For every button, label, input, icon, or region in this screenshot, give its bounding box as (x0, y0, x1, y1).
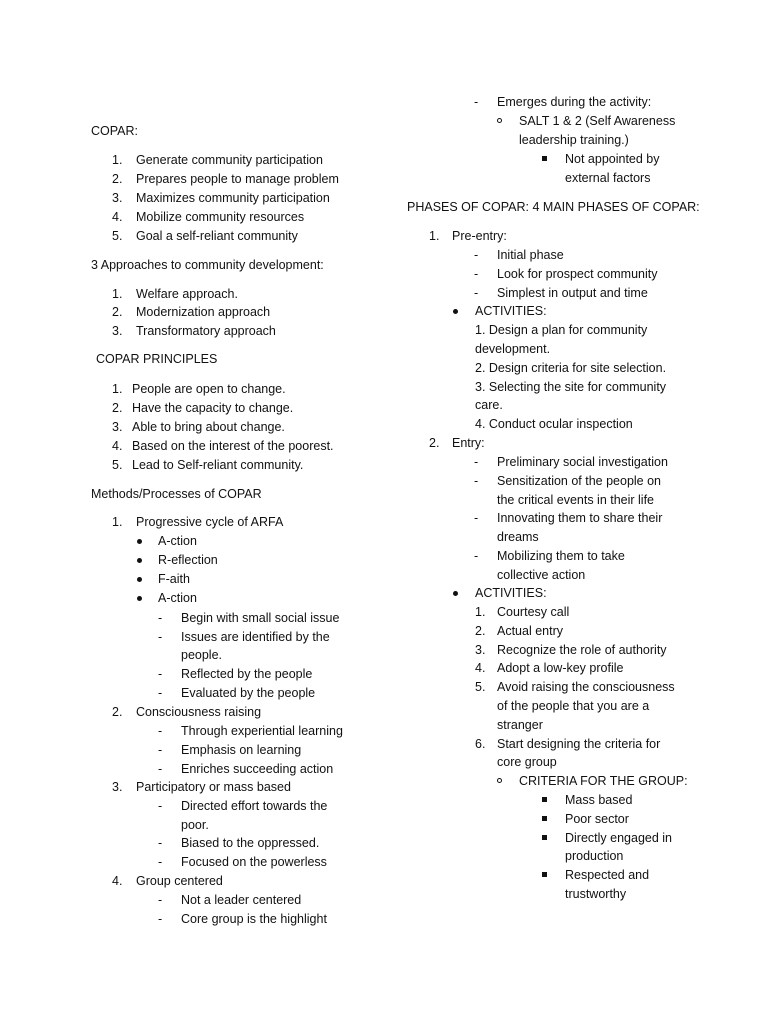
square-bullet-icon (542, 872, 547, 877)
list-item: Lead to Self-reliant community. (132, 458, 304, 472)
list-item: external factors (565, 171, 651, 185)
list-item: Directly engaged in (565, 831, 673, 845)
list-item: Have the capacity to change. (132, 401, 294, 415)
list-item: Participatory or mass based (136, 780, 291, 794)
copar-heading: COPAR: (91, 124, 138, 138)
bullet-icon (137, 558, 142, 563)
list-item: core group (497, 755, 557, 769)
principles-heading: COPAR PRINCIPLES (96, 352, 218, 366)
list-item: Courtesy call (497, 605, 570, 619)
list-item: Entry: (452, 436, 485, 450)
list-item: Not a leader centered (181, 893, 302, 907)
square-bullet-icon (542, 816, 547, 821)
list-item: Reflected by the people (181, 667, 313, 681)
list-item: leadership training.) (519, 133, 629, 147)
bullet-icon (137, 596, 142, 601)
list-item: Consciousness raising (136, 705, 262, 719)
square-bullet-icon (542, 835, 547, 840)
list-item: the critical events in their life (497, 493, 655, 507)
list-item: Prepares people to manage problem (136, 172, 339, 186)
circle-bullet-icon (497, 778, 502, 783)
list-item: of the people that you are a (497, 699, 650, 713)
list-item: Actual entry (497, 624, 564, 638)
list-item: Sensitization of the people on (497, 474, 662, 488)
phases-heading: PHASES OF COPAR: 4 MAIN PHASES OF COPAR: (407, 200, 700, 214)
list-item: Respected and (565, 868, 650, 882)
bullet-icon (137, 539, 142, 544)
bullet-icon (453, 591, 458, 596)
list-item: Able to bring about change. (132, 420, 285, 434)
list-item: Look for prospect community (497, 267, 658, 281)
square-bullet-icon (542, 156, 547, 161)
list-item: SALT 1 & 2 (Self Awareness (519, 114, 676, 128)
list-item: Core group is the highlight (181, 912, 327, 926)
list-item: Progressive cycle of ARFA (136, 515, 284, 529)
list-item: Maximizes community participation (136, 191, 330, 205)
list-item: R-eflection (158, 553, 218, 567)
list-item: 3. Selecting the site for community (475, 380, 667, 394)
list-item: Simplest in output and time (497, 286, 648, 300)
list-item: Goal a self-reliant community (136, 229, 298, 243)
list-item: dreams (497, 530, 539, 544)
list-item: Based on the interest of the poorest. (132, 439, 334, 453)
list-item: Start designing the criteria for (497, 737, 661, 751)
bullet-icon (137, 577, 142, 582)
list-item: Avoid raising the consciousness (497, 680, 675, 694)
list-item: Pre-entry: (452, 229, 507, 243)
list-item: stranger (497, 718, 543, 732)
list-item: Modernization approach (136, 305, 271, 319)
list-item: Initial phase (497, 248, 564, 262)
list-item: Poor sector (565, 812, 629, 826)
activities-label: ACTIVITIES: (475, 586, 547, 600)
list-item: A-ction (158, 591, 197, 605)
list-item: Generate community participation (136, 153, 323, 167)
methods-heading: Methods/Processes of COPAR (91, 487, 262, 501)
list-item: Issues are identified by the (181, 630, 330, 644)
list-item: F-aith (158, 572, 190, 586)
activities-label: ACTIVITIES: (475, 304, 547, 318)
list-item: 1. Design a plan for community (475, 323, 648, 337)
list-item: Adopt a low-key profile (497, 661, 624, 675)
list-item: People are open to change. (132, 382, 286, 396)
list-item: Biased to the oppressed. (181, 836, 320, 850)
list-item: Not appointed by (565, 152, 660, 166)
list-item: collective action (497, 568, 586, 582)
list-item: trustworthy (565, 887, 627, 901)
list-item: poor. (181, 818, 209, 832)
list-item: Mobilize community resources (136, 210, 305, 224)
list-item: 4. Conduct ocular inspection (475, 417, 633, 431)
list-item: Innovating them to share their (497, 511, 663, 525)
list-item: Preliminary social investigation (497, 455, 668, 469)
approaches-heading: 3 Approaches to community development: (91, 258, 324, 272)
list-item: people. (181, 648, 223, 662)
square-bullet-icon (542, 797, 547, 802)
circle-bullet-icon (497, 118, 502, 123)
list-item: Recognize the role of authority (497, 643, 667, 657)
list-item: Transformatory approach (136, 324, 276, 338)
list-item: A-ction (158, 534, 197, 548)
list-item: Group centered (136, 874, 223, 888)
list-item: development. (475, 342, 551, 356)
list-item: care. (475, 398, 503, 412)
list-item: Mobilizing them to take (497, 549, 625, 563)
criteria-heading: CRITERIA FOR THE GROUP: (519, 774, 688, 788)
list-item: Emerges during the activity: (497, 95, 652, 109)
list-item: Begin with small social issue (181, 611, 340, 625)
list-item: production (565, 849, 624, 863)
list-item: Evaluated by the people (181, 686, 316, 700)
list-item: Emphasis on learning (181, 743, 302, 757)
list-item: Welfare approach. (136, 287, 238, 301)
list-item: Enriches succeeding action (181, 762, 334, 776)
list-item: Focused on the powerless (181, 855, 327, 869)
list-item: Through experiential learning (181, 724, 343, 738)
list-item: Mass based (565, 793, 633, 807)
bullet-icon (453, 309, 458, 314)
list-item: Directed effort towards the (181, 799, 328, 813)
list-item: 2. Design criteria for site selection. (475, 361, 667, 375)
